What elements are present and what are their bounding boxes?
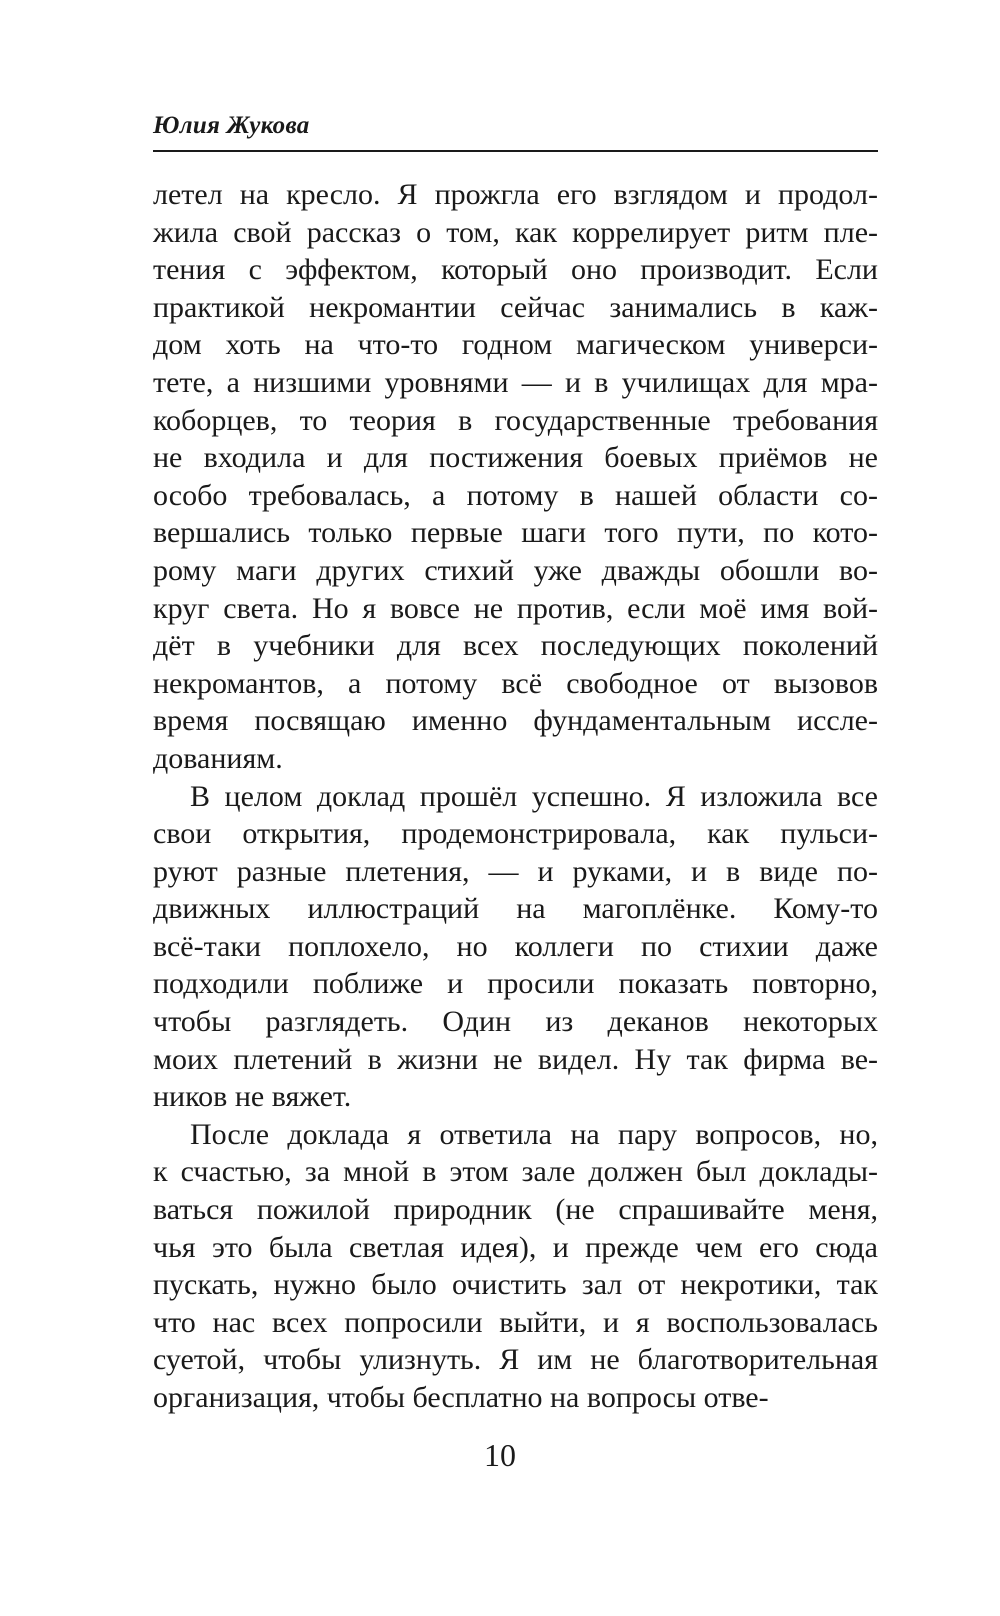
text-line: тете, а низшими уровнями — и в училищах для мра- — [153, 365, 878, 399]
text-line: ваться пожилой природник (не спрашивайте меня, — [153, 1193, 878, 1227]
author-name: Юлия Жукова — [153, 112, 310, 139]
text-line: организация, чтобы бесплатно на вопросы отве- — [153, 1381, 769, 1414]
paragraph — [153, 176, 878, 778]
paragraph — [153, 778, 878, 1116]
text-line: вершались только первые шаги того пути, по кото- — [153, 516, 878, 550]
text-line: В целом доклад прошёл успешно. Я изложила все — [190, 779, 878, 813]
text-line: пускать, нужно было очистить зал от некротики, так — [153, 1268, 878, 1302]
text-line: тения с эффектом, который оно производит. Если — [153, 253, 878, 287]
text-line: подходили поближе и просили показать повторно, — [153, 967, 878, 1001]
text-line: движных иллюстраций на магоплёнке. Кому-то — [153, 892, 878, 926]
text-line: После доклада я ответила на пару вопросов, но, — [190, 1117, 878, 1151]
body-text — [153, 176, 878, 1417]
text-line: чья это была светлая идея), и прежде чем его сюда — [153, 1230, 878, 1264]
text-line: чтобы разглядеть. Один из деканов некоторых — [153, 1005, 878, 1039]
text-line: практикой некромантии сейчас занимались в каж- — [153, 290, 878, 324]
paragraph — [153, 1116, 878, 1417]
text-line: ников не вяжет. — [153, 1080, 352, 1114]
text-line: коборцев, то теория в государственные требования — [153, 403, 878, 437]
text-line: особо требовалась, а потому в нашей области со- — [153, 478, 878, 512]
text-line: жила свой рассказ о том, как коррелирует ритм пле- — [153, 215, 878, 249]
text-line: летел на кресло. Я прожгла его взглядом и продол- — [153, 178, 878, 211]
text-line: дованиям. — [153, 741, 283, 775]
text-line: всё-таки поплохело, но коллеги по стихии даже — [153, 929, 878, 963]
text-line: не входила и для постижения боевых приёмов не — [153, 441, 878, 475]
text-line: круг света. Но я вовсе не против, если моё имя вой- — [153, 591, 878, 625]
text-line: дом хоть на что-то годном магическом универси- — [153, 328, 878, 362]
text-line: рому маги других стихий уже дважды обошли во- — [153, 553, 878, 587]
text-line: свои открытия, продемонстрировала, как пульси- — [153, 817, 878, 851]
running-head — [153, 108, 878, 152]
text-line: что нас всех попросили выйти, и я воспользовалась — [153, 1305, 878, 1339]
text-line: к счастью, за мной в этом зале должен был доклады- — [153, 1155, 878, 1189]
page-number: 10 — [484, 1437, 516, 1473]
text-line: руют разные плетения, — и руками, и в виде по- — [153, 854, 878, 888]
text-line: дёт в учебники для всех последующих поколений — [153, 629, 878, 663]
text-line: моих плетений в жизни не видел. Ну так фирма ве- — [153, 1042, 878, 1076]
text-line: суетой, чтобы улизнуть. Я им не благотворительная — [153, 1343, 878, 1377]
text-line: некромантов, а потому всё свободное от вызовов — [153, 666, 878, 700]
text-line: время посвящаю именно фундаментальным иссле- — [153, 704, 878, 738]
